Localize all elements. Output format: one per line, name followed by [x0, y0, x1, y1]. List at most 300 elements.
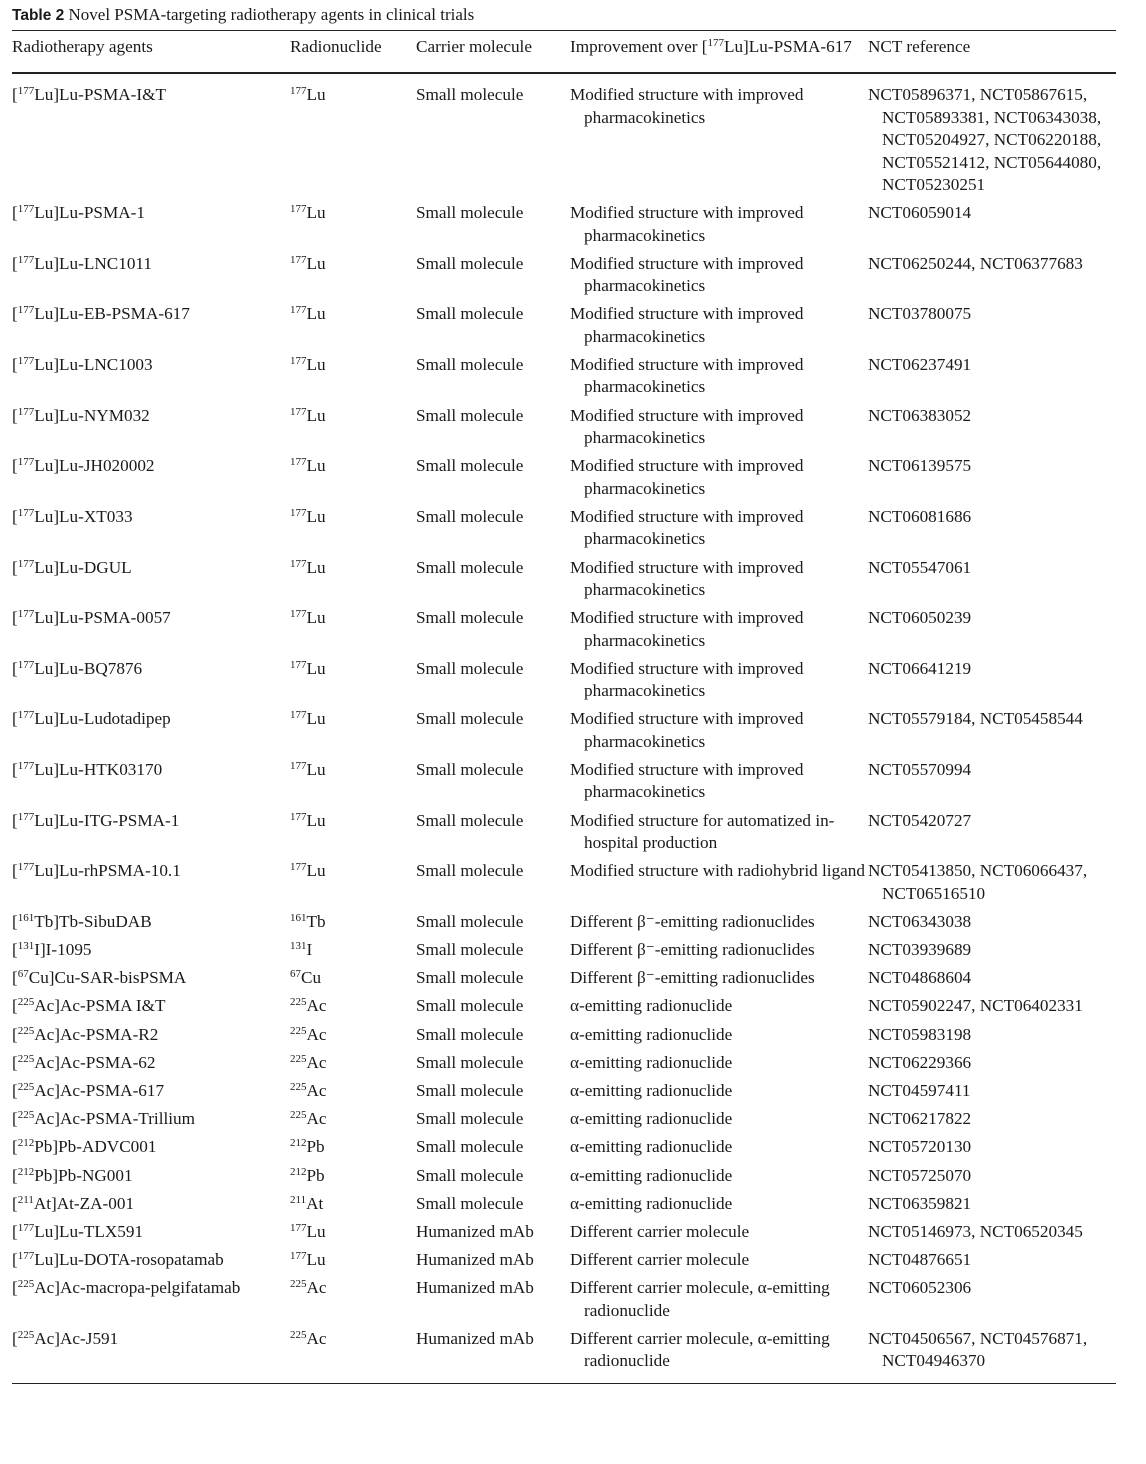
radionuclide-cell — [290, 1245, 416, 1273]
radionuclide-symbol: Lu — [306, 405, 326, 425]
radionuclide-mass: 225 — [290, 1052, 307, 1065]
carrier-cell: Small molecule — [416, 253, 524, 273]
radionuclide-mass: 177 — [290, 85, 307, 98]
header-improvement-sup: 177 — [707, 36, 724, 49]
radionuclide-mass: 177 — [290, 709, 307, 722]
radionuclide-cell — [290, 74, 416, 198]
agent-cell: [$^{131}$I]I-1095 — [12, 939, 92, 959]
agent-cell: [$^{225}$Ac]Ac-macropa-pelgifatamab — [12, 1278, 241, 1298]
improvement-cell: Different carrier molecule — [570, 1250, 750, 1270]
radionuclide-symbol: Lu — [306, 1222, 326, 1241]
nct-cell: NCT05547061 — [868, 557, 972, 577]
nct-cell: NCT06237491 — [868, 355, 972, 375]
nct-cell: NCT04597411 — [868, 1080, 971, 1100]
nct-cell: NCT05413850, NCT06066437, NCT06516510 — [868, 861, 1088, 903]
nct-cell: NCT05896371, NCT05867615, NCT05893381, NCT06343038, NCT05204927, NCT06220188, NCT05521412, NCT05644080, NCT05230251 — [868, 85, 1102, 195]
radionuclide-cell — [290, 1217, 416, 1245]
radionuclide-cell — [290, 704, 416, 755]
table-row — [12, 1161, 1116, 1189]
agent-cell: [$^{177}$Lu]Lu-PSMA-0057 — [12, 608, 171, 628]
agent-mass: 177 — [17, 355, 35, 368]
agent-mass: 225 — [17, 1328, 35, 1341]
radionuclide-cell — [290, 856, 416, 907]
agent-cell: [$^{177}$Lu]Lu-LNC1011 — [12, 253, 152, 273]
nct-cell: NCT05570994 — [868, 759, 972, 779]
table-row — [12, 603, 1116, 654]
improvement-cell: Modified structure with improved pharmacokinetics — [570, 608, 804, 650]
carrier-cell: Small molecule — [416, 759, 524, 779]
table-row — [12, 1104, 1116, 1132]
carrier-cell: Small molecule — [416, 304, 524, 324]
radionuclide-cell — [290, 1020, 416, 1048]
carrier-cell: Small molecule — [416, 810, 524, 830]
agent-name: Lu]Lu-DGUL — [34, 557, 132, 577]
carrier-cell: Small molecule — [416, 658, 524, 678]
improvement-cell: Different β⁻-emitting radionuclides — [570, 939, 815, 959]
improvement-cell: Different carrier molecule, α-emitting radionuclide — [570, 1329, 830, 1371]
header-nct: NCT reference — [868, 37, 971, 56]
agent-mass: 177 — [17, 456, 35, 469]
radionuclide-symbol: Ac — [306, 996, 327, 1016]
radionuclide-mass: 212 — [290, 1165, 307, 1178]
radionuclide-mass: 177 — [290, 253, 307, 266]
radionuclide-cell — [290, 991, 416, 1019]
agent-name: Ac]Ac-PSMA I&T — [34, 996, 166, 1016]
radionuclide-cell — [290, 451, 416, 502]
radionuclide-symbol: Lu — [306, 658, 326, 678]
table-row — [12, 1189, 1116, 1217]
agents-table-body — [12, 74, 1116, 1382]
agent-cell: [$^{225}$Ac]Ac-PSMA-617 — [12, 1080, 165, 1100]
nct-cell: NCT06059014 — [868, 203, 972, 223]
carrier-cell: Small molecule — [416, 1165, 524, 1185]
improvement-cell: Different carrier molecule, α-emitting radionuclide — [570, 1278, 830, 1320]
carrier-cell: Humanized mAb — [416, 1329, 534, 1349]
agent-cell: [$^{225}$Ac]Ac-PSMA-Trillium — [12, 1109, 195, 1129]
table-row — [12, 856, 1116, 907]
agent-mass: 212 — [17, 1165, 35, 1178]
radionuclide-symbol: Lu — [306, 355, 326, 375]
agent-cell: [$^{225}$Ac]Ac-PSMA-R2 — [12, 1024, 159, 1044]
agent-name: Pb]Pb-NG001 — [34, 1165, 133, 1185]
table-row — [12, 401, 1116, 452]
agent-cell: [$^{177}$Lu]Lu-NYM032 — [12, 405, 150, 425]
carrier-cell: Small molecule — [416, 861, 524, 881]
nct-cell: NCT05579184, NCT05458544 — [868, 709, 1083, 729]
improvement-cell: Modified structure with improved pharmacokinetics — [570, 557, 804, 599]
nct-cell: NCT06052306 — [868, 1278, 972, 1298]
carrier-cell: Humanized mAb — [416, 1250, 534, 1270]
table-row — [12, 704, 1116, 755]
table-row — [12, 1273, 1116, 1324]
radionuclide-cell — [290, 806, 416, 857]
radionuclide-cell — [290, 198, 416, 249]
improvement-cell: α-emitting radionuclide — [570, 1109, 733, 1129]
radionuclide-symbol: Lu — [306, 861, 326, 881]
header-agents: Radiotherapy agents — [12, 37, 153, 56]
agent-mass: 211 — [17, 1193, 34, 1206]
radionuclide-symbol: Ac — [306, 1024, 327, 1044]
radionuclide-cell — [290, 1132, 416, 1160]
agent-cell: [$^{177}$Lu]Lu-DOTA-rosopatamab — [12, 1250, 224, 1270]
agent-name: Lu]Lu-HTK03170 — [34, 759, 163, 779]
radionuclide-symbol: Ac — [306, 1329, 327, 1349]
radionuclide-cell — [290, 1104, 416, 1132]
nct-cell: NCT06250244, NCT06377683 — [868, 253, 1083, 273]
radionuclide-symbol: Lu — [306, 1250, 326, 1270]
carrier-cell: Small molecule — [416, 506, 524, 526]
agent-name: Ac]Ac-macropa-pelgifatamab — [34, 1278, 241, 1298]
radionuclide-cell — [290, 935, 416, 963]
radionuclide-symbol: Lu — [306, 759, 326, 779]
table-row — [12, 1048, 1116, 1076]
improvement-cell: Modified structure with improved pharmacokinetics — [570, 759, 804, 802]
agent-name: Lu]Lu-DOTA-rosopatamab — [34, 1250, 224, 1270]
radionuclide-symbol: Cu — [301, 968, 322, 988]
agent-cell: [$^{67}$Cu]Cu-SAR-bisPSMA — [12, 968, 187, 988]
radionuclide-cell — [290, 1076, 416, 1104]
header-carrier: Carrier molecule — [416, 37, 532, 56]
agent-cell: [$^{177}$Lu]Lu-BQ7876 — [12, 658, 143, 678]
agent-mass: 177 — [17, 810, 35, 823]
agent-name: Ac]Ac-PSMA-Trillium — [34, 1109, 195, 1129]
agent-name: Ac]Ac-PSMA-62 — [34, 1052, 156, 1072]
carrier-cell: Humanized mAb — [416, 1278, 534, 1298]
table-row — [12, 249, 1116, 300]
agent-mass: 225 — [17, 1109, 35, 1122]
agent-mass: 225 — [17, 1278, 35, 1291]
table-row — [12, 654, 1116, 705]
carrier-cell: Small molecule — [416, 355, 524, 375]
table-row — [12, 907, 1116, 935]
agent-cell: [$^{177}$Lu]Lu-rhPSMA-10.1 — [12, 861, 181, 881]
nct-cell: NCT05720130 — [868, 1137, 972, 1157]
agent-mass: 177 — [17, 1250, 35, 1263]
agent-cell: [$^{177}$Lu]Lu-ITG-PSMA-1 — [12, 810, 180, 830]
table-row — [12, 963, 1116, 991]
agent-name: Lu]Lu-Ludotadipep — [34, 709, 171, 729]
carrier-cell: Small molecule — [416, 1052, 524, 1072]
radionuclide-cell — [290, 553, 416, 604]
radionuclide-mass: 177 — [290, 658, 307, 671]
radionuclide-symbol: Ac — [306, 1080, 327, 1100]
radionuclide-mass: 212 — [290, 1137, 307, 1150]
radionuclide-cell — [290, 350, 416, 401]
nct-cell: NCT03780075 — [868, 304, 972, 324]
agent-mass: 161 — [17, 911, 35, 924]
improvement-cell: Modified structure with improved pharmacokinetics — [570, 85, 804, 127]
agent-mass: 177 — [17, 405, 35, 418]
agent-name: Lu]Lu-TLX591 — [34, 1222, 144, 1241]
nct-cell: NCT04876651 — [868, 1250, 972, 1270]
radionuclide-cell — [290, 1273, 416, 1324]
carrier-cell: Small molecule — [416, 911, 524, 931]
radionuclide-mass: 225 — [290, 1278, 307, 1291]
table-row — [12, 806, 1116, 857]
radionuclide-symbol: Ac — [306, 1052, 327, 1072]
nct-cell: NCT06343038 — [868, 911, 972, 931]
table-caption — [12, 4, 1116, 30]
agent-cell: [$^{177}$Lu]Lu-PSMA-I&T — [12, 85, 166, 105]
nct-cell: NCT04868604 — [868, 968, 972, 988]
agent-name: Lu]Lu-LNC1011 — [34, 253, 152, 273]
table-row — [12, 198, 1116, 249]
radionuclide-mass: 225 — [290, 1024, 307, 1037]
table-row — [12, 350, 1116, 401]
radionuclide-cell — [290, 1189, 416, 1217]
improvement-cell: α-emitting radionuclide — [570, 1165, 733, 1185]
agent-name: Cu]Cu-SAR-bisPSMA — [28, 968, 187, 988]
improvement-cell: α-emitting radionuclide — [570, 1052, 733, 1072]
radionuclide-mass: 177 — [290, 557, 307, 570]
carrier-cell: Small molecule — [416, 557, 524, 577]
agent-mass: 177 — [17, 85, 35, 98]
radionuclide-mass: 177 — [290, 861, 307, 874]
header-radionuclide: Radionuclide — [290, 37, 382, 56]
agent-cell: [$^{177}$Lu]Lu-HTK03170 — [12, 759, 163, 779]
table-row — [12, 1076, 1116, 1104]
agent-name: Lu]Lu-rhPSMA-10.1 — [34, 861, 181, 881]
radionuclide-cell — [290, 401, 416, 452]
radionuclide-mass: 67 — [290, 968, 301, 981]
agent-cell: [$^{161}$Tb]Tb-SibuDAB — [12, 911, 152, 931]
radionuclide-mass: 177 — [290, 608, 307, 621]
agent-cell: [$^{212}$Pb]Pb-NG001 — [12, 1165, 133, 1185]
improvement-cell: Modified structure with improved pharmacokinetics — [570, 506, 804, 549]
radionuclide-symbol: I — [306, 939, 313, 959]
radionuclide-mass: 177 — [290, 759, 307, 772]
nct-cell: NCT06383052 — [868, 405, 972, 425]
agent-name: Ac]Ac-J591 — [34, 1329, 119, 1349]
agent-name: Lu]Lu-PSMA-1 — [34, 203, 145, 223]
radionuclide-cell — [290, 1324, 416, 1383]
nct-cell: NCT06081686 — [868, 506, 972, 526]
agent-name: I]I-1095 — [34, 939, 92, 959]
agent-mass: 225 — [17, 1080, 35, 1093]
radionuclide-cell — [290, 1161, 416, 1189]
improvement-cell: Modified structure with improved pharmacokinetics — [570, 203, 804, 245]
agent-cell: [$^{225}$Ac]Ac-PSMA I&T — [12, 996, 166, 1016]
agent-mass: 177 — [17, 759, 35, 772]
table-row — [12, 1245, 1116, 1273]
improvement-cell: α-emitting radionuclide — [570, 1080, 733, 1100]
nct-cell: NCT04506567, NCT04576871, NCT04946370 — [868, 1329, 1088, 1371]
radionuclide-symbol: Lu — [306, 810, 326, 830]
agent-mass: 177 — [17, 203, 35, 216]
agent-cell: [$^{177}$Lu]Lu-PSMA-1 — [12, 203, 145, 223]
nct-cell: NCT05902247, NCT06402331 — [868, 996, 1083, 1016]
carrier-cell: Small molecule — [416, 939, 524, 959]
table-row — [12, 1217, 1116, 1245]
radionuclide-cell — [290, 502, 416, 553]
carrier-cell: Small molecule — [416, 405, 524, 425]
improvement-cell: Modified structure with improved pharmacokinetics — [570, 304, 804, 346]
improvement-cell: α-emitting radionuclide — [570, 996, 733, 1016]
table-row — [12, 1132, 1116, 1160]
agent-name: At]At-ZA-001 — [33, 1193, 135, 1213]
agent-cell: [$^{177}$Lu]Lu-Ludotadipep — [12, 709, 171, 729]
agent-name: Lu]Lu-NYM032 — [34, 405, 150, 425]
nct-cell: NCT06229366 — [868, 1052, 972, 1072]
table-row — [12, 1324, 1116, 1383]
agent-name: Lu]Lu-JH020002 — [34, 456, 155, 476]
agent-name: Lu]Lu-PSMA-I&T — [34, 85, 166, 105]
nct-cell: NCT05725070 — [868, 1165, 972, 1185]
agent-mass: 225 — [17, 1024, 35, 1037]
radionuclide-symbol: Tb — [306, 911, 326, 931]
agent-mass: 177 — [17, 608, 35, 621]
carrier-cell: Small molecule — [416, 709, 524, 729]
improvement-cell: Modified structure for automatized in-hospital production — [570, 810, 835, 852]
radionuclide-mass: 177 — [290, 405, 307, 418]
improvement-cell: Modified structure with improved pharmacokinetics — [570, 456, 804, 498]
radionuclide-cell — [290, 1048, 416, 1076]
header-improvement-pre: Improvement over [ — [570, 37, 708, 56]
improvement-cell: Modified structure with radiohybrid ligand — [570, 861, 865, 881]
radionuclide-symbol: Lu — [306, 709, 326, 729]
nct-cell: NCT06050239 — [868, 608, 972, 628]
agent-cell: [$^{225}$Ac]Ac-PSMA-62 — [12, 1052, 156, 1072]
carrier-cell: Small molecule — [416, 203, 524, 223]
carrier-cell: Small molecule — [416, 456, 524, 476]
nct-cell: NCT06359821 — [868, 1193, 972, 1213]
radionuclide-mass: 225 — [290, 1080, 307, 1093]
agent-mass: 177 — [17, 253, 35, 266]
improvement-cell: α-emitting radionuclide — [570, 1024, 733, 1044]
table-row — [12, 451, 1116, 502]
carrier-cell: Small molecule — [416, 996, 524, 1016]
radionuclide-cell — [290, 907, 416, 935]
agent-mass: 177 — [17, 861, 35, 874]
carrier-cell: Small molecule — [416, 1080, 524, 1100]
radionuclide-mass: 177 — [290, 506, 307, 519]
agent-mass: 177 — [17, 304, 35, 317]
carrier-cell: Small molecule — [416, 1024, 524, 1044]
agents-table — [12, 31, 1116, 72]
nct-cell: NCT05983198 — [868, 1024, 972, 1044]
radionuclide-symbol: Pb — [306, 1165, 325, 1185]
improvement-cell: Modified structure with improved pharmacokinetics — [570, 253, 804, 296]
radionuclide-symbol: Lu — [306, 608, 326, 628]
improvement-cell: Different carrier molecule — [570, 1222, 750, 1241]
radionuclide-mass: 131 — [290, 939, 307, 952]
agent-mass: 177 — [17, 1221, 35, 1234]
radionuclide-cell — [290, 299, 416, 350]
agent-cell: [$^{177}$Lu]Lu-JH020002 — [12, 456, 155, 476]
carrier-cell: Small molecule — [416, 608, 524, 628]
improvement-cell: Modified structure with improved pharmacokinetics — [570, 658, 804, 701]
radionuclide-symbol: At — [306, 1193, 324, 1213]
agent-cell: [$^{177}$Lu]Lu-TLX591 — [12, 1221, 144, 1241]
agent-cell: [$^{177}$Lu]Lu-DGUL — [12, 557, 132, 577]
radionuclide-symbol: Lu — [306, 557, 326, 577]
radionuclide-cell — [290, 603, 416, 654]
radionuclide-mass: 177 — [290, 1221, 307, 1234]
radionuclide-cell — [290, 755, 416, 806]
agent-mass: 177 — [17, 506, 35, 519]
table-row — [12, 1020, 1116, 1048]
carrier-cell: Small molecule — [416, 1109, 524, 1129]
header-row — [12, 31, 1116, 72]
radionuclide-mass: 177 — [290, 456, 307, 469]
table-container — [12, 4, 1116, 1384]
radionuclide-symbol: Lu — [306, 203, 326, 223]
agent-name: Tb]Tb-SibuDAB — [34, 911, 152, 931]
bottom-rule — [12, 1383, 1116, 1384]
radionuclide-mass: 177 — [290, 355, 307, 368]
table-title: Novel PSMA-targeting radiotherapy agents in clinical trials — [68, 5, 475, 24]
agent-name: Lu]Lu-ITG-PSMA-1 — [34, 810, 180, 830]
carrier-cell: Small molecule — [416, 1193, 524, 1213]
radionuclide-mass: 177 — [290, 1250, 307, 1263]
agent-cell: [$^{225}$Ac]Ac-J591 — [12, 1328, 119, 1349]
improvement-cell: α-emitting radionuclide — [570, 1193, 733, 1213]
radionuclide-mass: 177 — [290, 203, 307, 216]
radionuclide-symbol: Lu — [306, 85, 326, 105]
radionuclide-mass: 161 — [290, 911, 307, 924]
improvement-cell: α-emitting radionuclide — [570, 1137, 733, 1157]
nct-cell: NCT03939689 — [868, 939, 972, 959]
table-row — [12, 991, 1116, 1019]
radionuclide-symbol: Lu — [306, 506, 326, 526]
improvement-cell: Modified structure with improved pharmacokinetics — [570, 405, 804, 448]
agent-name: Lu]Lu-BQ7876 — [34, 658, 143, 678]
carrier-cell: Small molecule — [416, 1137, 524, 1157]
agent-mass: 225 — [17, 1052, 35, 1065]
radionuclide-symbol: Pb — [306, 1137, 325, 1157]
radionuclide-symbol: Ac — [306, 1109, 327, 1129]
agent-name: Lu]Lu-PSMA-0057 — [34, 608, 171, 628]
radionuclide-symbol: Ac — [306, 1278, 327, 1298]
radionuclide-symbol: Lu — [306, 456, 326, 476]
nct-cell: NCT05146973, NCT06520345 — [868, 1222, 1083, 1241]
agent-mass: 131 — [17, 939, 35, 952]
agent-mass: 225 — [17, 996, 35, 1009]
agent-name: Ac]Ac-PSMA-617 — [34, 1080, 165, 1100]
table-row — [12, 299, 1116, 350]
radionuclide-mass: 177 — [290, 304, 307, 317]
table-row — [12, 553, 1116, 604]
nct-cell: NCT06139575 — [868, 456, 972, 476]
agent-cell: [$^{177}$Lu]Lu-XT033 — [12, 506, 133, 526]
carrier-cell: Small molecule — [416, 968, 524, 988]
agent-mass: 177 — [17, 709, 35, 722]
radionuclide-cell — [290, 654, 416, 705]
agent-cell: [$^{177}$Lu]Lu-LNC1003 — [12, 355, 153, 375]
improvement-cell: Modified structure with improved pharmacokinetics — [570, 355, 804, 397]
table-row — [12, 74, 1116, 198]
radionuclide-mass: 225 — [290, 1109, 307, 1122]
improvement-cell: Different β⁻-emitting radionuclides — [570, 968, 815, 988]
radionuclide-symbol: Lu — [306, 253, 326, 273]
radionuclide-mass: 211 — [290, 1193, 307, 1206]
table-row — [12, 935, 1116, 963]
header-improvement-post: Lu]Lu-PSMA-617 — [723, 37, 852, 56]
agent-name: Lu]Lu-LNC1003 — [34, 355, 153, 375]
agent-cell: [$^{177}$Lu]Lu-EB-PSMA-617 — [12, 304, 190, 324]
radionuclide-mass: 225 — [290, 1328, 307, 1341]
agent-name: Ac]Ac-PSMA-R2 — [34, 1024, 159, 1044]
improvement-cell: Modified structure with improved pharmacokinetics — [570, 709, 804, 751]
carrier-cell: Humanized mAb — [416, 1222, 534, 1241]
agent-name: Lu]Lu-XT033 — [34, 506, 133, 526]
agent-cell: [$^{212}$Pb]Pb-ADVC001 — [12, 1137, 157, 1157]
nct-cell: NCT06641219 — [868, 658, 972, 678]
agent-name: Lu]Lu-EB-PSMA-617 — [34, 304, 190, 324]
agent-mass: 177 — [17, 658, 35, 671]
improvement-cell: Different β⁻-emitting radionuclides — [570, 911, 815, 931]
radionuclide-mass: 225 — [290, 996, 307, 1009]
